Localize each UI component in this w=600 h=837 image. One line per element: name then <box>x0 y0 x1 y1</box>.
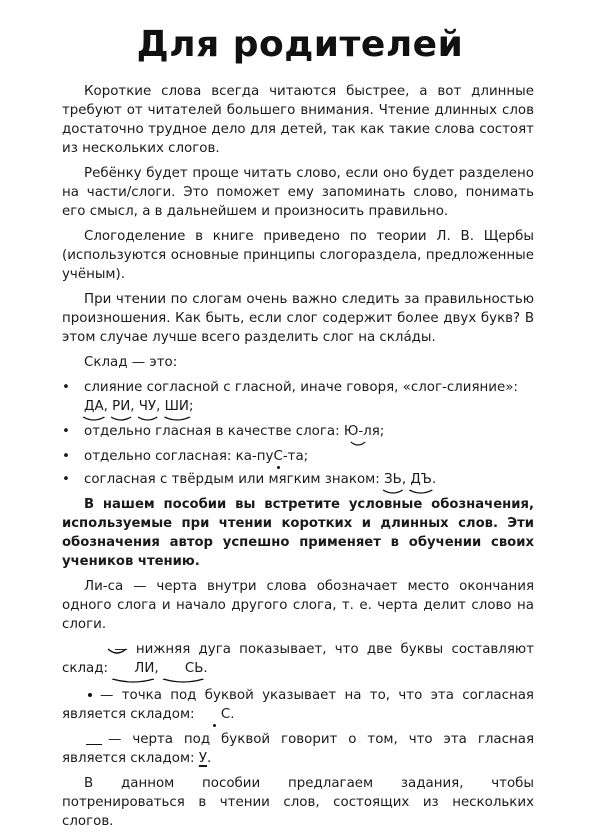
bullet-text: отдельно согласная: <box>84 449 232 464</box>
list-item <box>62 447 534 466</box>
dot-symbol-icon <box>88 693 92 697</box>
page-title: Для родителей <box>136 24 464 65</box>
bullet-text: согласная с твёрдым или мягким знаком: <box>84 472 380 487</box>
article-body <box>62 82 534 837</box>
dot-under-letter: С <box>199 705 230 724</box>
list-item: • согласная с твёрдым или мягким знаком: ЗЬ , ДЪ . <box>62 470 534 491</box>
bold-paragraph-notation: В нашем пособии вы встретите условные обозначения, используемые при чтении коротких и длинных слов. Эти обозначения автор успешно применяет в обучении своих учеников чтению. <box>62 497 534 569</box>
paragraph-short-long-words: Короткие слова всегда читаются быстрее, а вот длинные требуют от читателей большего внимания. Чтение длинных слов достаточно трудное дело для детей, так как такие слова состоят из нескольких слогов. <box>62 84 534 156</box>
paragraph-scherba-theory: Слогоделение в книге приведено по теории Л. В. Щербы (используются основные принципы слогораздела, предложенные учёным). <box>62 229 534 282</box>
legend-underline: — черта под буквой говорит о том, что эта гласная является складом: У. <box>62 732 534 766</box>
sklad-intro: Склад — это: <box>84 355 178 370</box>
sklad-list <box>62 378 534 491</box>
paragraph-syllable-division: Ребёнку будет проще читать слово, если оно будет разделено на части/слоги. Это поможет ему запоминать слово, понимать его смысл, а в дальнейшем и произносить правильно. <box>62 166 534 219</box>
dot-under-letter: С <box>273 449 283 464</box>
arc-example: ШИ <box>165 397 189 418</box>
bullet-text: отдельно гласная в качестве слога: <box>84 424 340 439</box>
pronunciation-text-end: ды. <box>411 330 436 345</box>
arc-example: ДЪ <box>410 470 432 491</box>
arc-example: ЧУ <box>139 397 156 418</box>
pronunciation-text: При чтении по слогам очень важно следить за правильностью произношения. Как быть, если слог содержит более двух букв? В этом случае лучше всего разделить слог на скла <box>62 292 534 345</box>
arc-example: ЛИ <box>112 659 154 680</box>
legend-dot: — точка под буквой указывает на то, что эта согласная является складом: С. <box>62 688 534 722</box>
example-word: ка-пуС-та; <box>235 449 309 464</box>
list-item <box>62 422 534 443</box>
arc-example: СЬ <box>163 659 204 680</box>
arc-example: ДА <box>84 397 104 418</box>
underlined-letter: У <box>198 751 207 766</box>
arc-example: РИ <box>112 397 130 418</box>
arc-example: Ю-ля; <box>344 422 384 443</box>
legend-arc: — нижняя дуга показывает, что две буквы составляют склад: ЛИ , СЬ . <box>62 640 534 680</box>
legend-dash: Ли-са — черта внутри слова обозначает место окончания одного слога и начало другого слога, т. е. черта делит слово на слоги. <box>62 579 534 632</box>
list-item: • слияние согласной с гласной, иначе говоря, «слог-слияние»: ДА , РИ , ЧУ , ШИ ; <box>62 378 534 418</box>
arc-symbol-icon <box>84 644 106 654</box>
underline-symbol-icon <box>86 744 102 745</box>
closing-paragraph: В данном пособии предлагаем задания, чтобы потренироваться в чтении слов, состоящих из нескольких слогов. <box>62 776 534 829</box>
bullet-text: слияние согласной с гласной, иначе говоря, «слог-слияние»: <box>84 380 518 395</box>
paragraph-pronunciation <box>62 290 534 347</box>
arc-example: ЗЬ <box>384 470 402 491</box>
